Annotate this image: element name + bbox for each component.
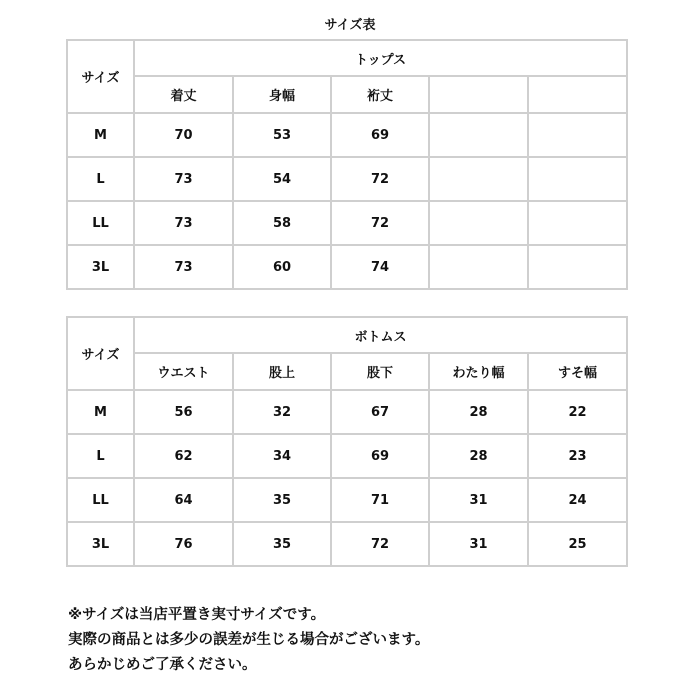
- table-row: [67, 478, 627, 522]
- value-cell: 32: [233, 390, 331, 434]
- column-header: すそ幅: [528, 353, 627, 390]
- size-cell: L: [67, 157, 134, 201]
- value-cell: 28: [429, 390, 528, 434]
- column-header: [528, 76, 627, 113]
- size-cell: LL: [67, 201, 134, 245]
- table-row: [67, 113, 627, 157]
- value-cell: [528, 201, 627, 245]
- column-header: 裄丈: [331, 76, 429, 113]
- value-cell: 28: [429, 434, 528, 478]
- note-line: ※サイズは当店平置き実寸サイズです。: [68, 607, 326, 623]
- note-line: あらかじめご了承ください。: [68, 657, 257, 673]
- table-row: [67, 522, 627, 566]
- size-cell: L: [67, 434, 134, 478]
- value-cell: 72: [331, 201, 429, 245]
- column-header: 股下: [331, 353, 429, 390]
- size-cell: LL: [67, 478, 134, 522]
- value-cell: [429, 157, 528, 201]
- value-cell: 58: [233, 201, 331, 245]
- table-row: [67, 201, 627, 245]
- value-cell: 64: [134, 478, 233, 522]
- value-cell: [429, 113, 528, 157]
- value-cell: 23: [528, 434, 627, 478]
- tops-size-table: [66, 39, 628, 290]
- value-cell: 31: [429, 522, 528, 566]
- value-cell: 71: [331, 478, 429, 522]
- tops-group-header: トップス: [134, 40, 627, 76]
- value-cell: 67: [331, 390, 429, 434]
- table-row: [67, 245, 627, 289]
- value-cell: 25: [528, 522, 627, 566]
- value-cell: 24: [528, 478, 627, 522]
- size-cell: M: [67, 113, 134, 157]
- value-cell: 70: [134, 113, 233, 157]
- column-header: 身幅: [233, 76, 331, 113]
- value-cell: 76: [134, 522, 233, 566]
- bottoms-size-table: [66, 316, 628, 567]
- value-cell: 54: [233, 157, 331, 201]
- value-cell: 53: [233, 113, 331, 157]
- value-cell: 73: [134, 245, 233, 289]
- table-row: [67, 157, 627, 201]
- page-title: サイズ表: [324, 18, 376, 33]
- size-cell: M: [67, 390, 134, 434]
- size-cell: 3L: [67, 245, 134, 289]
- column-header: わたり幅: [429, 353, 528, 390]
- column-header: 着丈: [134, 76, 233, 113]
- value-cell: 60: [233, 245, 331, 289]
- value-cell: 31: [429, 478, 528, 522]
- size-header: サイズ: [67, 40, 134, 113]
- value-cell: 69: [331, 434, 429, 478]
- bottoms-group-header: ボトムス: [134, 317, 627, 353]
- value-cell: 22: [528, 390, 627, 434]
- size-cell: 3L: [67, 522, 134, 566]
- value-cell: 69: [331, 113, 429, 157]
- column-header: 股上: [233, 353, 331, 390]
- size-notes: [68, 603, 429, 678]
- value-cell: 74: [331, 245, 429, 289]
- column-header: ウエスト: [134, 353, 233, 390]
- value-cell: 72: [331, 522, 429, 566]
- value-cell: [528, 113, 627, 157]
- value-cell: [429, 201, 528, 245]
- note-line: 実際の商品とは多少の誤差が生じる場合がございます。: [68, 632, 430, 648]
- size-header: サイズ: [67, 317, 134, 390]
- value-cell: [528, 245, 627, 289]
- value-cell: 62: [134, 434, 233, 478]
- value-cell: [429, 245, 528, 289]
- value-cell: 35: [233, 478, 331, 522]
- value-cell: 72: [331, 157, 429, 201]
- value-cell: [528, 157, 627, 201]
- table-row: [67, 434, 627, 478]
- value-cell: 35: [233, 522, 331, 566]
- value-cell: 73: [134, 201, 233, 245]
- value-cell: 34: [233, 434, 331, 478]
- value-cell: 56: [134, 390, 233, 434]
- column-header: [429, 76, 528, 113]
- value-cell: 73: [134, 157, 233, 201]
- table-row: [67, 390, 627, 434]
